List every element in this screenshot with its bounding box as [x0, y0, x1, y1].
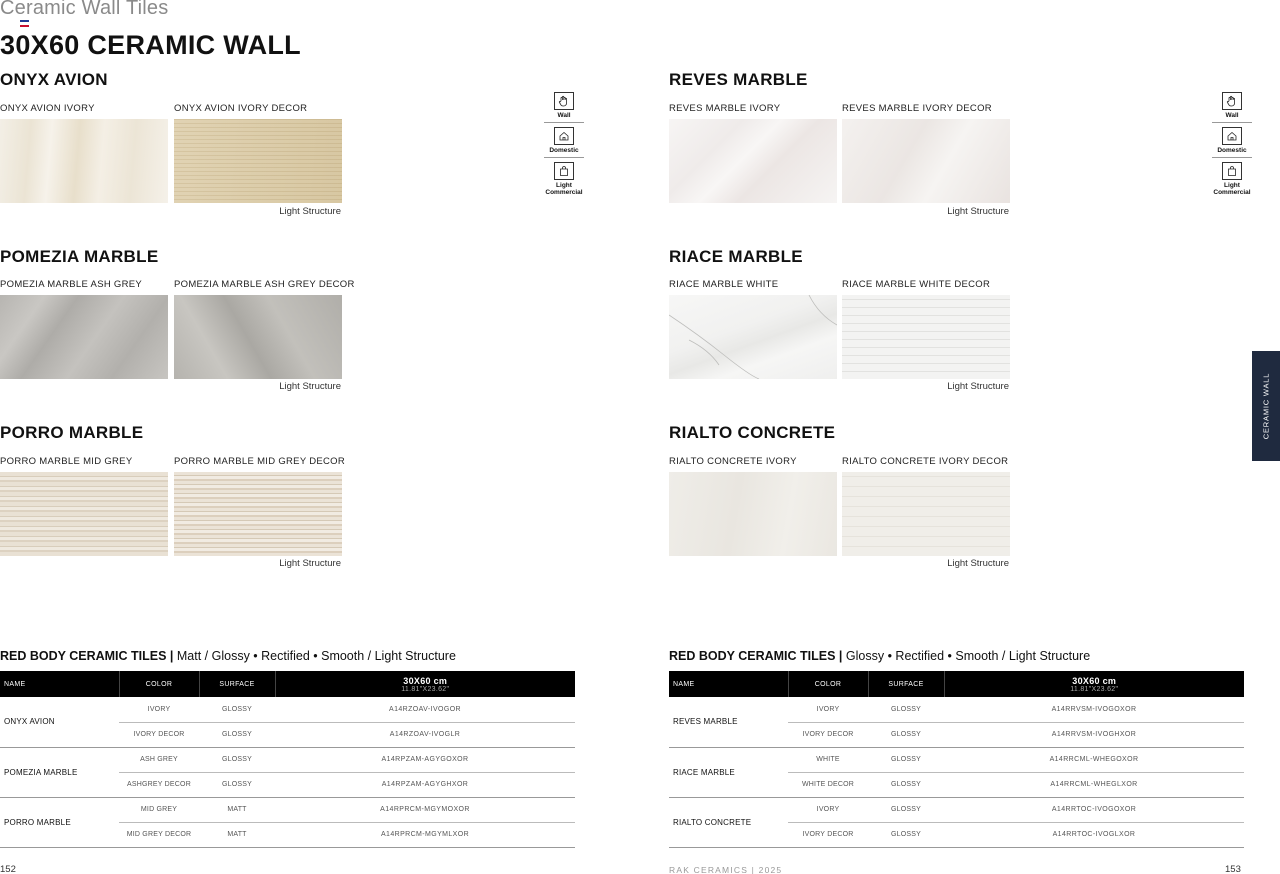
surface-cell: GLOSSY: [199, 772, 275, 797]
flag-icon: [20, 20, 29, 27]
structure-label: Light Structure: [947, 381, 1009, 392]
tile-image-porro-marble-mid-grey-decor: [174, 472, 342, 556]
tile-image-onyx-avion-ivory-decor: [174, 119, 342, 203]
color-cell: IVORY DECOR: [119, 722, 199, 747]
table-row: [0, 747, 575, 772]
color-cell: IVORY DECOR: [788, 722, 868, 747]
tile-label: REVES MARBLE IVORY: [669, 103, 781, 114]
code-cell: A14RZOAV-IVOGLR: [275, 722, 575, 747]
color-cell: MID GREY DECOR: [119, 822, 199, 847]
tile-image-reves-marble-ivory: [669, 119, 837, 203]
color-cell: IVORY: [119, 697, 199, 722]
page-number-left: 152: [0, 864, 16, 874]
code-cell: A14RRCML-WHEGLXOR: [944, 772, 1244, 797]
usage-light-commercial: [1212, 162, 1252, 199]
tile-label: PORRO MARBLE MID GREY DECOR: [174, 456, 346, 467]
tile-label: RIACE MARBLE WHITE: [669, 279, 779, 290]
structure-label: Light Structure: [947, 558, 1009, 569]
code-cell: A14RZOAV-IVOGOR: [275, 697, 575, 722]
tile-image-riace-marble-white: [669, 295, 837, 379]
structure-label: Light Structure: [279, 381, 341, 392]
surface-cell: GLOSSY: [199, 722, 275, 747]
code-cell: A14RRCML-WHEGOXOR: [944, 747, 1244, 772]
tile-image-onyx-avion-ivory: [0, 119, 168, 203]
tile-label: REVES MARBLE IVORY DECOR: [842, 103, 992, 114]
surface-cell: GLOSSY: [868, 747, 944, 772]
usage-label: Domestic: [1217, 147, 1247, 154]
section-title-reves-marble: REVES MARBLE: [669, 70, 808, 89]
usage-icons: [1212, 92, 1252, 203]
tile-image-pomezia-marble-ash-grey-decor: [174, 295, 342, 379]
table-row: [669, 697, 1244, 722]
footer-brand: RAK CERAMICS | 2025: [669, 865, 783, 874]
side-tab-ceramic-wall[interactable]: CERAMIC WALL: [1252, 351, 1280, 461]
code-cell: A14RRVSM-IVOGHXOR: [944, 722, 1244, 747]
color-cell: WHITE DECOR: [788, 772, 868, 797]
table-title: RED BODY CERAMIC TILES | Matt / Glossy • Rectified • Smooth / Light Structure: [0, 649, 456, 663]
column-header-surface: SURFACE: [199, 671, 275, 697]
product-name: ONYX AVION: [0, 697, 119, 747]
product-name: POMEZIA MARBLE: [0, 747, 119, 797]
usage-domestic: [1212, 127, 1252, 158]
spec-table-left: [0, 671, 575, 848]
surface-cell: GLOSSY: [199, 747, 275, 772]
usage-domestic: [544, 127, 584, 158]
tile-image-rialto-concrete-ivory: [669, 472, 837, 556]
surface-cell: GLOSSY: [868, 697, 944, 722]
color-cell: IVORY: [788, 697, 868, 722]
code-cell: A14RRTOC-IVOGOXOR: [944, 797, 1244, 822]
usage-label: Light Commercial: [545, 182, 583, 196]
color-cell: MID GREY: [119, 797, 199, 822]
section-title-riace-marble: RIACE MARBLE: [669, 247, 803, 266]
product-name: RIACE MARBLE: [669, 747, 788, 797]
tile-label: POMEZIA MARBLE ASH GREY: [0, 279, 143, 290]
surface-cell: GLOSSY: [868, 772, 944, 797]
surface-cell: MATT: [199, 797, 275, 822]
tile-image-riace-marble-white-decor: [842, 295, 1010, 379]
house-icon: [1222, 127, 1242, 145]
table-row: [669, 797, 1244, 822]
column-header-size: 30X60 cm 11.81"X23.62": [944, 671, 1244, 697]
structure-label: Light Structure: [279, 206, 341, 217]
code-cell: A14RPRCM-MGYMLXOR: [275, 822, 575, 847]
tile-label: RIALTO CONCRETE IVORY DECOR: [842, 456, 1009, 467]
code-cell: A14RPRCM-MGYMOXOR: [275, 797, 575, 822]
section-title-pomezia-marble: POMEZIA MARBLE: [0, 247, 159, 266]
section-title-rialto-concrete: RIALTO CONCRETE: [669, 423, 836, 442]
house-icon: [554, 127, 574, 145]
column-header-color: COLOR: [788, 671, 868, 697]
table-row: [0, 697, 575, 722]
tile-label: RIACE MARBLE WHITE DECOR: [842, 279, 991, 290]
code-cell: A14RRTOC-IVOGLXOR: [944, 822, 1244, 847]
usage-light-commercial: [544, 162, 584, 199]
shopping-bag-icon: [1222, 162, 1242, 180]
usage-label: Domestic: [549, 147, 579, 154]
usage-wall: [544, 92, 584, 123]
hand-icon: [554, 92, 574, 110]
color-cell: WHITE: [788, 747, 868, 772]
tile-label: ONYX AVION IVORY: [0, 103, 95, 114]
surface-cell: GLOSSY: [868, 722, 944, 747]
product-name: REVES MARBLE: [669, 697, 788, 747]
page-number-right: 153: [1225, 864, 1241, 874]
code-cell: A14RPZAM-AGYGHXOR: [275, 772, 575, 797]
usage-wall: [1212, 92, 1252, 123]
tile-image-pomezia-marble-ash-grey: [0, 295, 168, 379]
color-cell: IVORY DECOR: [788, 822, 868, 847]
usage-label: Wall: [557, 112, 571, 119]
color-cell: IVORY: [788, 797, 868, 822]
surface-cell: GLOSSY: [868, 797, 944, 822]
tile-label: POMEZIA MARBLE ASH GREY DECOR: [174, 279, 355, 290]
tile-label: RIALTO CONCRETE IVORY: [669, 456, 797, 467]
page-title: 30X60 CERAMIC WALL: [0, 30, 301, 60]
usage-icons: [544, 92, 584, 203]
tile-image-reves-marble-ivory-decor: [842, 119, 1010, 203]
product-name: RIALTO CONCRETE: [669, 797, 788, 847]
structure-label: Light Structure: [947, 206, 1009, 217]
table-title: RED BODY CERAMIC TILES | Glossy • Rectified • Smooth / Light Structure: [669, 649, 1091, 663]
tile-label: PORRO MARBLE MID GREY: [0, 456, 133, 467]
column-header-color: COLOR: [119, 671, 199, 697]
tile-label: ONYX AVION IVORY DECOR: [174, 103, 308, 114]
surface-cell: MATT: [199, 822, 275, 847]
category-title: Ceramic Wall Tiles: [0, 0, 169, 19]
product-name: PORRO MARBLE: [0, 797, 119, 847]
surface-cell: GLOSSY: [199, 697, 275, 722]
code-cell: A14RRVSM-IVOGOXOR: [944, 697, 1244, 722]
column-header-surface: SURFACE: [868, 671, 944, 697]
usage-label: Wall: [1225, 112, 1239, 119]
color-cell: ASHGREY DECOR: [119, 772, 199, 797]
table-row: [0, 797, 575, 822]
color-cell: ASH GREY: [119, 747, 199, 772]
structure-label: Light Structure: [279, 558, 341, 569]
column-header-size: 30X60 cm 11.81"X23.62": [275, 671, 575, 697]
section-title-onyx-avion: ONYX AVION: [0, 70, 108, 89]
spec-table-right: [669, 671, 1244, 848]
usage-label: Light Commercial: [1213, 182, 1251, 196]
tile-image-rialto-concrete-ivory-decor: [842, 472, 1010, 556]
column-header-name: NAME: [0, 671, 119, 697]
shopping-bag-icon: [554, 162, 574, 180]
section-title-porro-marble: PORRO MARBLE: [0, 423, 144, 442]
code-cell: A14RPZAM-AGYGOXOR: [275, 747, 575, 772]
column-header-name: NAME: [669, 671, 788, 697]
hand-icon: [1222, 92, 1242, 110]
surface-cell: GLOSSY: [868, 822, 944, 847]
tile-image-porro-marble-mid-grey: [0, 472, 168, 556]
table-row: [669, 747, 1244, 772]
